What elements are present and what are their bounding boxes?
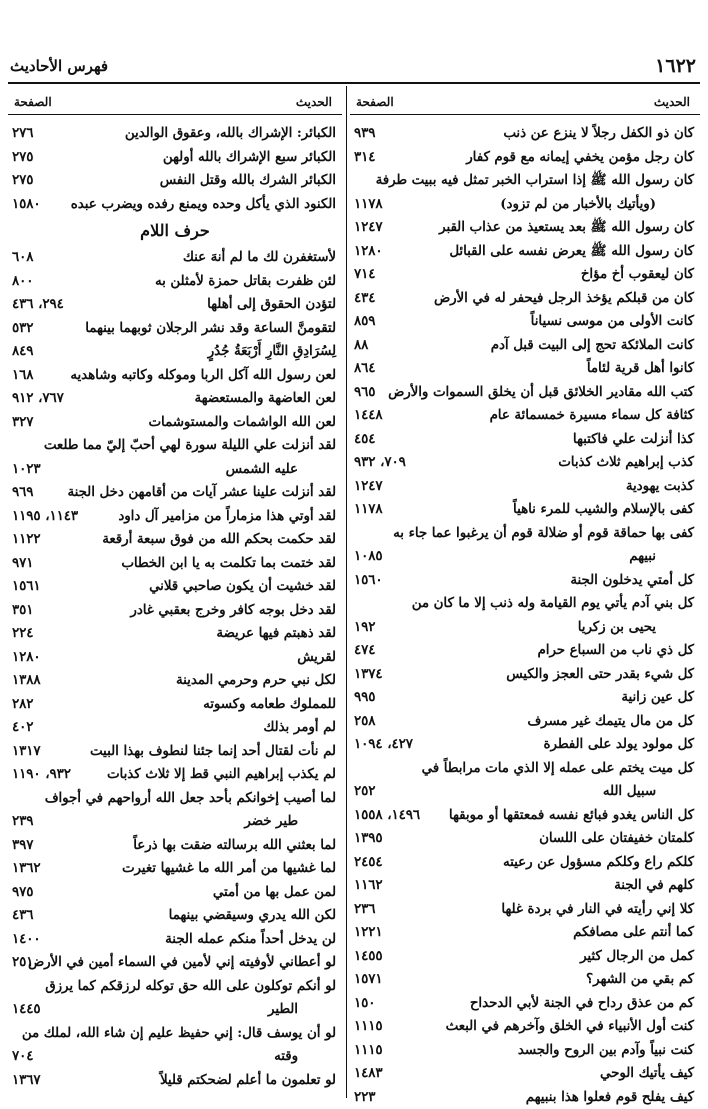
hadith-text: لئن ظفرت بقاتل حمزة لأمثلن به (155, 270, 336, 294)
index-entry (8, 270, 342, 294)
index-entry (8, 646, 342, 670)
index-entry (350, 169, 700, 193)
page-reference: ١١١٥ (354, 1039, 383, 1063)
hadith-text: كان من قبلكم يؤخذ الرجل فيحفر له في الأرض (434, 287, 694, 311)
page-reference: ١٤٥٥ (354, 945, 383, 969)
hadith-text: لقد خشيت أن يكون صاحبي قلاني (149, 575, 336, 599)
right-column-header (350, 86, 700, 115)
page-reference: ١٣٦٧ (12, 1069, 41, 1093)
page-reference: ٧٠٤ (12, 1045, 33, 1069)
page-reference: ٣١٤ (354, 146, 375, 170)
page-header (0, 55, 708, 85)
index-entry (8, 810, 342, 834)
index-entry (350, 992, 700, 1016)
hadith-text: كم من عذق رداح في الجنة لأبي الدحداح (470, 992, 694, 1016)
header-rule (8, 82, 700, 84)
right-entries (350, 115, 700, 1109)
hadith-text: لقد ختمت بما تكلمت به يا ابن الخطاب (121, 552, 336, 576)
index-entry (350, 827, 700, 851)
index-entry (350, 334, 700, 358)
index-entry (350, 240, 700, 264)
index-entry (350, 710, 700, 734)
index-entry (350, 451, 700, 475)
hadith-text: كذا أنزلت علي فاكتبها (573, 428, 694, 452)
index-entry (8, 246, 342, 270)
page-reference: ١٥٧١ (354, 968, 383, 992)
hadith-text: كنت أول الأنبياء في الخلق وآخرهم في البعث (446, 1015, 694, 1039)
index-entry (8, 481, 342, 505)
page-reference: ١٥٠ (354, 992, 375, 1016)
hadith-text: الطير (268, 998, 298, 1022)
hadith-text: لما غشيها من أمر الله ما غشيها تغيرت (122, 857, 336, 881)
hadith-text: كنت نبياً وآدم بين الروح والجسد (518, 1039, 694, 1063)
index-entry (8, 716, 342, 740)
index-entry (8, 340, 342, 364)
hadith-text: لتقومنَّ الساعة وقد نشر الرجلان ثوبهما بينهما (85, 317, 336, 341)
page-reference: ١٢٨٠ (12, 646, 41, 670)
hadith-text: كل ذي ناب من السباع حرام (538, 639, 694, 663)
index-entry (8, 575, 342, 599)
hadith-text: الكبائر: الإشراك بالله، وعقوق الوالدين (125, 122, 336, 146)
hadith-text: سبيل الله (603, 780, 656, 804)
page-reference: ٨٥٩ (354, 310, 375, 334)
page-reference: ٨٠٠ (12, 270, 33, 294)
page-reference: ١٣٩٥ (354, 827, 383, 851)
hadith-text: يحيى بن زكريا (578, 616, 656, 640)
index-entry (8, 881, 342, 905)
index-entry (350, 945, 700, 969)
hadith-text: كلهم في الجنة (614, 874, 694, 898)
page-reference: ١٩٢ (354, 616, 375, 640)
index-entry (350, 522, 700, 546)
hadith-text: كلا إني رأيته في النار في بردة غلها (501, 898, 694, 922)
page-reference: ١١١٥ (354, 1015, 383, 1039)
page-reference: ٤٥٤ (354, 428, 375, 452)
hadith-text: كان رسول الله ﷺ يعرض نفسه على القبائل (449, 240, 694, 264)
hadith-text: لقد أنزلت علينا عشر آيات من أقامهن دخل الجنة (67, 481, 336, 505)
hadith-text: لو أن يوسف قال: إني حفيظ عليم إن شاء الله، لملك من (22, 1022, 336, 1046)
index-entry (350, 686, 700, 710)
index-entry (350, 545, 700, 569)
hadith-text: الكبائر سبع الإشراك بالله أولهن (163, 146, 336, 170)
index-entry (350, 475, 700, 499)
index-entry (8, 599, 342, 623)
index-entry (8, 169, 342, 193)
section-heading: حرف اللام (8, 216, 342, 246)
hadith-text: لمن عمل بها من أمتي (213, 881, 336, 905)
hadith-text: كانت الملائكة تحج إلى البيت قبل آدم (491, 334, 694, 358)
index-entry (8, 834, 342, 858)
hadith-text: كان رجل مؤمن يخفي إيمانه مع قوم كفار (466, 146, 694, 170)
page-reference: ١٣١٧ (12, 740, 41, 764)
index-entry (8, 434, 342, 458)
hadith-text: طير خضر (244, 810, 298, 834)
index-entry (8, 552, 342, 576)
index-entry (350, 381, 700, 405)
index-entry (8, 1045, 342, 1069)
index-entry (8, 146, 342, 170)
hadith-text: كفى بالإسلام والشيب للمرء ناهياً (513, 498, 694, 522)
index-entry (350, 968, 700, 992)
index-entry (8, 669, 342, 693)
hadith-text: كل مولود يولد على الفطرة (544, 733, 694, 757)
page-reference: ١٤٠٠ (12, 928, 41, 952)
page-reference: ٧٠٩، ٩٣٢ (354, 451, 406, 475)
hadith-text: لقد أوتي هذا مزماراً من مزامير آل داود (118, 505, 336, 529)
hadith-text: كمل من الرجال كثير (580, 945, 694, 969)
index-entry (350, 616, 700, 640)
hadith-text: كان ليعقوب أخ مؤاخ (581, 263, 694, 287)
index-entry (8, 975, 342, 999)
hadith-text: لما بعثني الله برسالته ضقت بها ذرعاً (133, 834, 336, 858)
index-entry (350, 780, 700, 804)
page-reference: ٢٧٥ (12, 169, 33, 193)
hadith-text: كانوا أهل قرية لئاماً (587, 357, 694, 381)
page-reference: ٢٨٢ (12, 693, 33, 717)
hadith-text: لكن الله يدري وسيقضي بينهما (169, 904, 336, 928)
page-reference: ١١٤٣، ١١٩٥ (12, 505, 78, 529)
hadith-text: كم بقي من الشهر؟ (586, 968, 694, 992)
index-entry (8, 505, 342, 529)
index-entry (8, 387, 342, 411)
index-entry (350, 569, 700, 593)
index-entry (350, 874, 700, 898)
hadith-text: لعن الله الواشمات والمستوشمات (149, 411, 336, 435)
hadith-text: كل الناس يغدو فبائع نفسه فمعتقها أو موبقها (449, 804, 694, 828)
page-reference: ٧١٤ (354, 263, 375, 287)
index-entry (350, 663, 700, 687)
hadith-text: لِسُرَادِقِ النَّارِ أَرْبَعَةُ جُدُرٍ (208, 340, 336, 364)
left-bottom-entries (8, 246, 342, 1092)
hadith-heading: الحديث (654, 95, 690, 109)
hadith-text: وقته (274, 1045, 298, 1069)
hadith-text: كيف يفلح قوم فعلوا هذا بنبيهم (526, 1086, 694, 1109)
page-reference: ١٢٢١ (354, 921, 383, 945)
page-reference: ١٤٨٣ (354, 1062, 383, 1086)
page-reference: ٢٣٦ (354, 898, 375, 922)
page-reference: ٨٤٩ (12, 340, 33, 364)
right-column (350, 86, 700, 1098)
page-reference: ٩٧١ (12, 552, 33, 576)
index-entry (350, 193, 700, 217)
page-reference: ١٢٤٧ (354, 475, 383, 499)
page-reference: ١٥٦٠ (354, 569, 383, 593)
hadith-text: لكل نبي حرم وحرمي المدينة (176, 669, 336, 693)
page-reference: ٩٦٥ (354, 381, 375, 405)
hadith-text: كفى بها حماقة قوم أو ضلالة قوم أن يرغبوا عما جاء به (393, 522, 694, 546)
index-entry (350, 287, 700, 311)
hadith-text: لأستغفرن لك ما لم أنهَ عنك (183, 246, 336, 270)
hadith-text: الكنود الذي يأكل وحده ويمنع رفده ويضرب عبده (71, 193, 336, 217)
hadith-text: لم أومر بذلك (263, 716, 336, 740)
hadith-text: لو أعطاني لأوفيته إني لأمين في السماء أمين في الأرض (28, 951, 336, 975)
index-entry (350, 1062, 700, 1086)
index-entry (8, 364, 342, 388)
hadith-text: لقد ذهبتم فيها عريضة (216, 622, 336, 646)
page-reference: ١٢٨٠ (354, 240, 383, 264)
index-entry (350, 898, 700, 922)
page-reference: ١٣٨٨ (12, 669, 41, 693)
page-reference: ١١٢٢ (12, 528, 41, 552)
page-reference: ٤٠٢ (12, 716, 33, 740)
page-reference: ١١٧٨ (354, 498, 383, 522)
column-divider (346, 86, 347, 1098)
hadith-text: كثافة كل سماء مسيرة خمسمائة عام (490, 404, 694, 428)
index-entry (8, 928, 342, 952)
page-reference: ١٤٩٦، ١٥٥٨ (354, 804, 420, 828)
index-entry (350, 804, 700, 828)
hadith-text: نبيهم (629, 545, 656, 569)
page-reference: ٣٥١ (12, 599, 33, 623)
page-reference: ٩٦٩ (12, 481, 33, 505)
hadith-text: كذبت يهودية (626, 475, 694, 499)
page-reference: ١٤٤٨ (354, 404, 383, 428)
index-entry (350, 1039, 700, 1063)
left-column (8, 86, 342, 1098)
index-entry (8, 528, 342, 552)
index-entry (350, 1086, 700, 1109)
page-reference: ٥٣٢ (12, 317, 33, 341)
page-reference: ٧٦٧، ٩١٢ (12, 387, 64, 411)
hadith-text: لم نأت لقتال أحد إنما جئنا لنطوف بهذا البيت (90, 740, 336, 764)
index-entry (8, 1069, 342, 1093)
index-entry (8, 951, 342, 975)
hadith-text: كذب إبراهيم ثلاث كذبات (558, 451, 694, 475)
index-entry (350, 498, 700, 522)
index-entry (8, 122, 342, 146)
index-entry (8, 763, 342, 787)
index-entry (8, 193, 342, 217)
page-reference: ٢٥١ (12, 951, 33, 975)
page-reference: ١٠٢٣ (12, 458, 41, 482)
hadith-text: لما أصيب إخوانكم بأحد جعل الله أرواحهم في أجواف (45, 787, 336, 811)
index-entry (350, 851, 700, 875)
hadith-text: لتؤدن الحقوق إلى أهلها (207, 293, 336, 317)
page-heading: الصفحة (356, 95, 394, 109)
page-reference: ١٣٧٤ (354, 663, 383, 687)
hadith-text: لقد أنزلت علي الليلة سورة لهي أحبّ إليّ مما طلعت (44, 434, 336, 458)
hadith-text: كان ذو الكفل رجلاً لا ينزع عن ذنب (503, 122, 694, 146)
index-entry (8, 857, 342, 881)
index-entry (350, 263, 700, 287)
index-entry (8, 293, 342, 317)
hadith-text: لقد دخل بوجه كافر وخرج بعقبي غادر (130, 599, 336, 623)
hadith-text: (ويأتيك بالأخبار من لم تزود) (500, 193, 656, 217)
hadith-text: كل أمتي يدخلون الجنة (570, 569, 694, 593)
page-heading: الصفحة (14, 95, 52, 109)
page-reference: ٢٣٩ (12, 810, 33, 834)
left-top-entries (8, 115, 342, 216)
page-reference: ٢٧٦ (12, 122, 33, 146)
index-entry (350, 592, 700, 616)
page-reference: ١٠٨٥ (354, 545, 383, 569)
index-entry (8, 458, 342, 482)
page-reference: ١١٦٢ (354, 874, 383, 898)
hadith-text: لقريش (297, 646, 336, 670)
index-entry (8, 998, 342, 1022)
index-entry (8, 1022, 342, 1046)
index-entry (350, 122, 700, 146)
index-entry (350, 1015, 700, 1039)
hadith-text: كانت الأولى من موسى نسياناً (531, 310, 694, 334)
index-entry (8, 317, 342, 341)
index-entry (8, 622, 342, 646)
index-entry (350, 216, 700, 240)
index-entry (350, 733, 700, 757)
hadith-text: لعن رسول الله آكل الربا وموكله وكاتبه وشاهديه (70, 364, 336, 388)
page-reference: ٢٥٢ (354, 780, 375, 804)
index-entry (350, 146, 700, 170)
hadith-text: كلمتان خفيفتان على اللسان (539, 827, 694, 851)
page-reference: ١٦٨ (12, 364, 33, 388)
page-reference: ٣٢٧ (12, 411, 33, 435)
page-reference: ١٤٤٥ (12, 998, 41, 1022)
hadith-text: كل بني آدم يأتي يوم القيامة وله ذنب إلا ما كان من (412, 592, 694, 616)
page-reference: ٨٦٤ (354, 357, 375, 381)
hadith-text: كل ميت يختم على عمله إلا الذي مات مرابطاً في (422, 757, 694, 781)
index-entry (350, 757, 700, 781)
page-reference: ٤٣٤ (354, 287, 375, 311)
page-reference: ٤٣٦ (12, 904, 33, 928)
index-entry (350, 310, 700, 334)
page-reference: ٩٧٥ (12, 881, 33, 905)
index-entry (350, 357, 700, 381)
page-reference: ٩٩٥ (354, 686, 375, 710)
page-reference: ١٥٨٠ (12, 193, 41, 217)
page-reference: ٤٧٤ (354, 639, 375, 663)
hadith-text: كتب الله مقادير الخلائق قبل أن يخلق السموات والأرض (388, 381, 694, 405)
hadith-text: لن يدخل أحداً منكم عمله الجنة (165, 928, 336, 952)
page-reference: ١١٧٨ (354, 193, 383, 217)
page-reference: ٢٢٣ (354, 1086, 375, 1109)
page-reference: ١٣٦٢ (12, 857, 41, 881)
page-reference: ٩٣٩ (354, 122, 375, 146)
index-entry (350, 639, 700, 663)
hadith-text: كما أنتم على مصافكم (573, 921, 694, 945)
hadith-text: كل شيء بقدر حتى العجز والكيس (506, 663, 694, 687)
hadith-text: كان رسول الله ﷺ إذا استراب الخبر تمثل فيه ببيت طرفة (376, 169, 694, 193)
hadith-text: لقد حكمت بحكم الله من فوق سبعة أرقعة (102, 528, 336, 552)
page-reference: ١٥٦١ (12, 575, 41, 599)
page-reference: ٣٩٧ (12, 834, 33, 858)
hadith-text: للمملوك طعامه وكسوته (203, 693, 336, 717)
page-reference: ٢٤٥٤ (354, 851, 383, 875)
page-reference: ٤٢٧، ١٠٩٤ (354, 733, 413, 757)
index-entry (350, 404, 700, 428)
index-entry (8, 904, 342, 928)
hadith-text: كيف يأتيك الوحي (600, 1062, 694, 1086)
page-reference: ٢٧٥ (12, 146, 33, 170)
page-reference: ٢٥٨ (354, 710, 375, 734)
index-entry (8, 411, 342, 435)
hadith-text: كل من مال يتيمك غير مسرف (527, 710, 694, 734)
index-entry (8, 740, 342, 764)
hadith-text: لعن العاضهة والمستعضهة (194, 387, 336, 411)
page-reference: ٩٣٢، ١١٩٠ (12, 763, 71, 787)
hadith-heading: الحديث (296, 95, 332, 109)
left-column-header (8, 86, 342, 115)
hadith-text: لو تعلمون ما أعلم لضحكتم قليلاً (160, 1069, 336, 1093)
index-entry (350, 921, 700, 945)
index-entry (350, 428, 700, 452)
page-reference: ٦٠٨ (12, 246, 33, 270)
page-reference: ٨٨ (354, 334, 368, 358)
page-reference: ٢٢٤ (12, 622, 33, 646)
index-entry (8, 787, 342, 811)
page-reference: ١٢٤٧ (354, 216, 383, 240)
hadith-text: كان رسول الله ﷺ بعد يستعيذ من عذاب القبر (439, 216, 694, 240)
running-title: فهرس الأحاديث (10, 57, 108, 75)
hadith-text: لو أنكم توكلون على الله حق توكله لرزقكم كما يرزق (45, 975, 336, 999)
hadith-text: كل عين زانية (621, 686, 694, 710)
page-reference: ٢٩٤، ٤٣٦ (12, 293, 64, 317)
page-number: ١٦٢٢ (655, 55, 696, 77)
hadith-text: لم يكذب إبراهيم النبي قط إلا ثلاث كذبات (107, 763, 336, 787)
index-entry (8, 693, 342, 717)
hadith-text: عليه الشمس (226, 458, 298, 482)
hadith-text: الكبائر الشرك بالله وقتل النفس (160, 169, 336, 193)
hadith-text: كلكم راع وكلكم مسؤول عن رعيته (503, 851, 694, 875)
